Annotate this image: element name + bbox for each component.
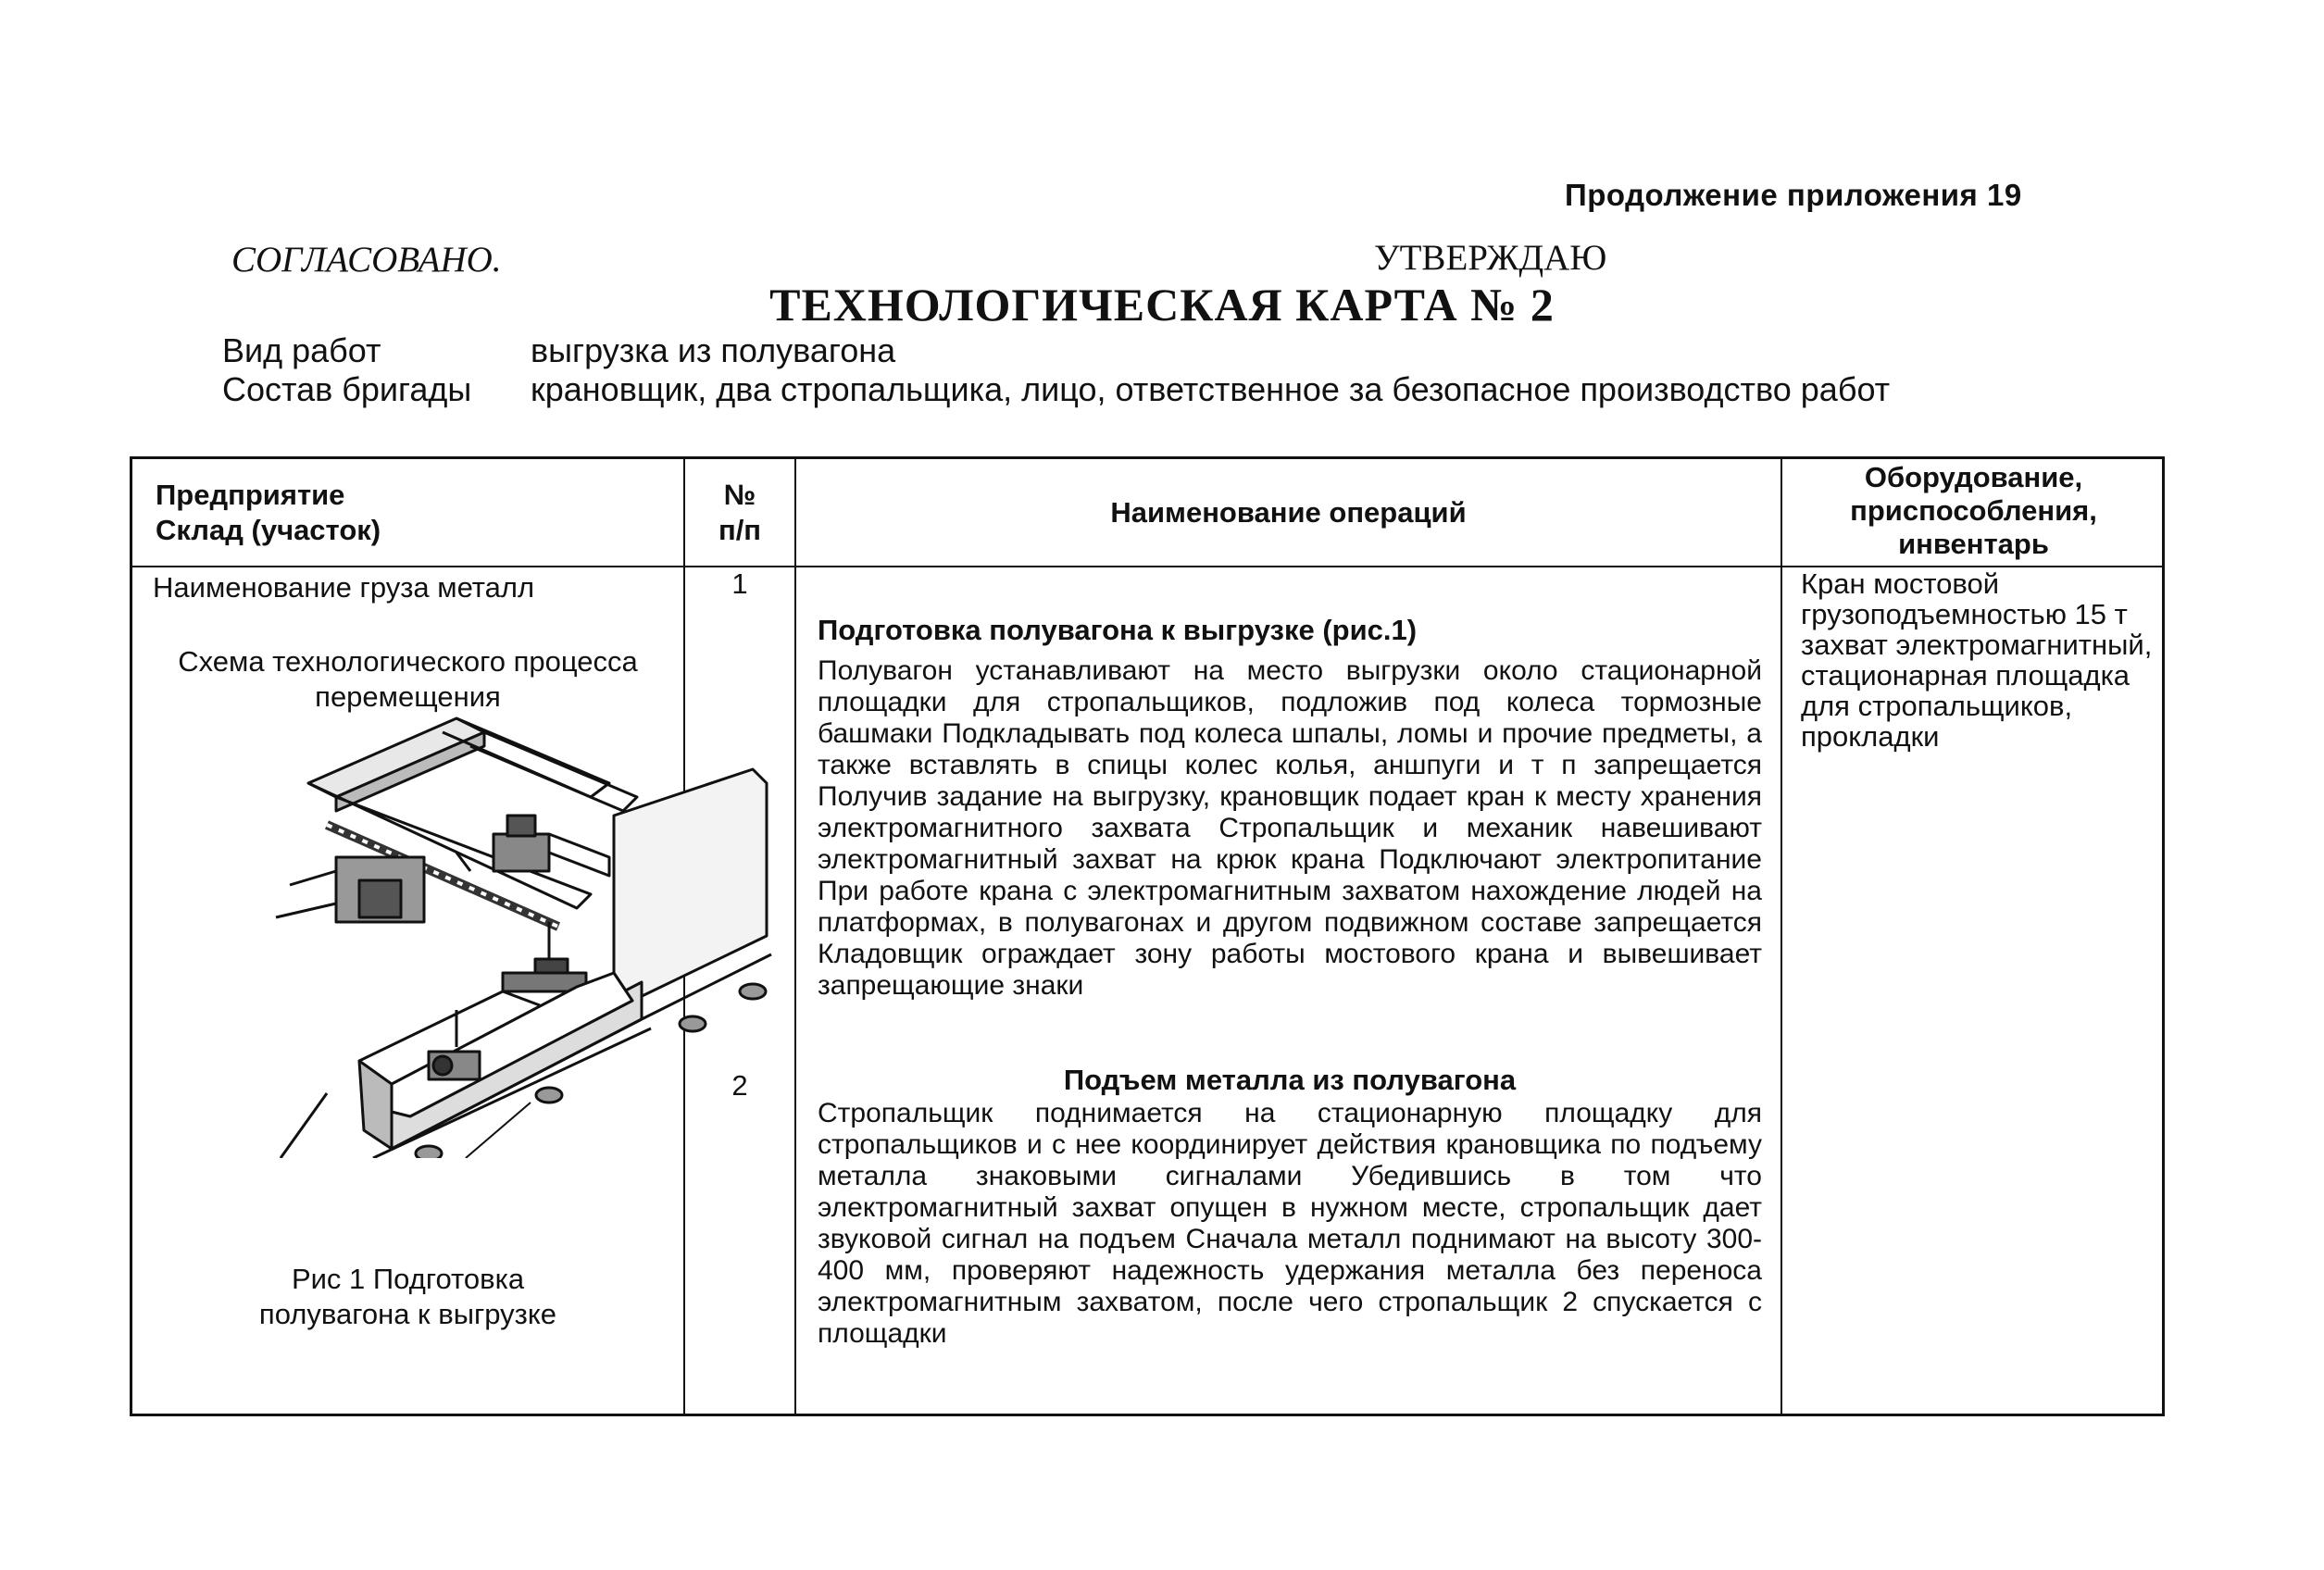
header-enterprise-line1: Предприятие bbox=[156, 479, 345, 511]
equipment-list: Кран мостовой грузоподъемностью 15 т захват электромагнитный, стационарная площадка для стропальщиков, прокладки bbox=[1801, 567, 2153, 753]
header-enterprise-line2: Склад (участок) bbox=[156, 514, 381, 546]
document-title: ТЕХНОЛОГИЧЕСКАЯ КАРТА № 2 bbox=[769, 279, 1555, 330]
figure-caption-line2: полувагона к выгрузке bbox=[258, 1298, 557, 1330]
cargo-name: Наименование груза металл bbox=[153, 571, 535, 604]
header-operations: Наименование операций bbox=[1110, 496, 1467, 529]
header-enterprise bbox=[156, 478, 381, 548]
operation-description: Стропальщик поднимается на стационарную площадку для стропальщиков и с нее координирует действия крановщика по подъему металла знаковыми сигналами Убедившись в том что электромагнитный захват опущен в нужном месте, стропальщик дает звуковой сигнал на подъем Сначала металл поднимают на высоту 300-400 мм, проверяют надежность удержания металла без переноса электромагнитным захватом, после чего стропальщик 2 спускается с площадки bbox=[818, 1098, 1762, 1349]
header-number-line1: № bbox=[723, 479, 756, 511]
figure-caption-line1: Рис 1 Подготовка bbox=[291, 1263, 525, 1295]
work-type-value: выгрузка из полувагона bbox=[531, 331, 896, 369]
operation-title: Подъем металла из полувагона bbox=[1063, 1064, 1517, 1096]
figure-caption bbox=[132, 1262, 683, 1332]
operation-title: Подготовка полувагона к выгрузке (рис.1) bbox=[818, 614, 1418, 646]
appendix-label: Продолжение приложения 19 bbox=[1565, 178, 2022, 212]
header-equipment bbox=[1782, 461, 2165, 561]
operation-number: 1 bbox=[731, 567, 748, 600]
operation-description: Полувагон устанавливают на место выгрузки около стационарной площадки для стропальщиков, подложив под колеса тормозные башмаки Подкладывать под колеса шпалы, ломы и прочие предметы, а также вставлять в спицы колес колья, аншпуги и т п запрещается Получив задание на выгрузку, крановщик подает кран к месту хранения электромагнитного захвата Стропальщик и механик навешивают электромагнитный захват на крюк крана Подключают электропитание При работе крана с электромагнитным захватом нахождение людей на платформах, в полувагонах и другом подвижном составе запрещается Кладовщик ограждает зону работы мостового крана и вывешивает запрещающие знаки bbox=[818, 655, 1762, 1001]
work-type-label: Вид работ bbox=[222, 331, 381, 369]
team-value: крановщик, два стропальщика, лицо, ответственное за безопасное производство работ bbox=[531, 370, 1891, 408]
approve-label: УТВЕРЖДАЮ bbox=[1374, 238, 1607, 278]
scheme-title-line1: Схема технологического процесса bbox=[178, 645, 638, 678]
col-divider bbox=[1780, 459, 1782, 1414]
team-label: Состав бригады bbox=[222, 370, 472, 408]
header-number bbox=[685, 478, 794, 548]
header-number-line2: п/п bbox=[718, 514, 762, 546]
header-equipment-line1: Оборудование, bbox=[1864, 461, 2083, 493]
tech-card-table bbox=[130, 456, 2165, 1416]
col-divider bbox=[794, 459, 796, 1414]
header-equipment-line2: приспособления, bbox=[1850, 494, 2097, 527]
operation-number: 2 bbox=[731, 1069, 748, 1102]
agreed-label: СОГЛАСОВАНО. bbox=[231, 240, 502, 280]
header-equipment-line3: инвентарь bbox=[1898, 528, 2049, 560]
scheme-title-line2: перемещения bbox=[315, 680, 501, 713]
